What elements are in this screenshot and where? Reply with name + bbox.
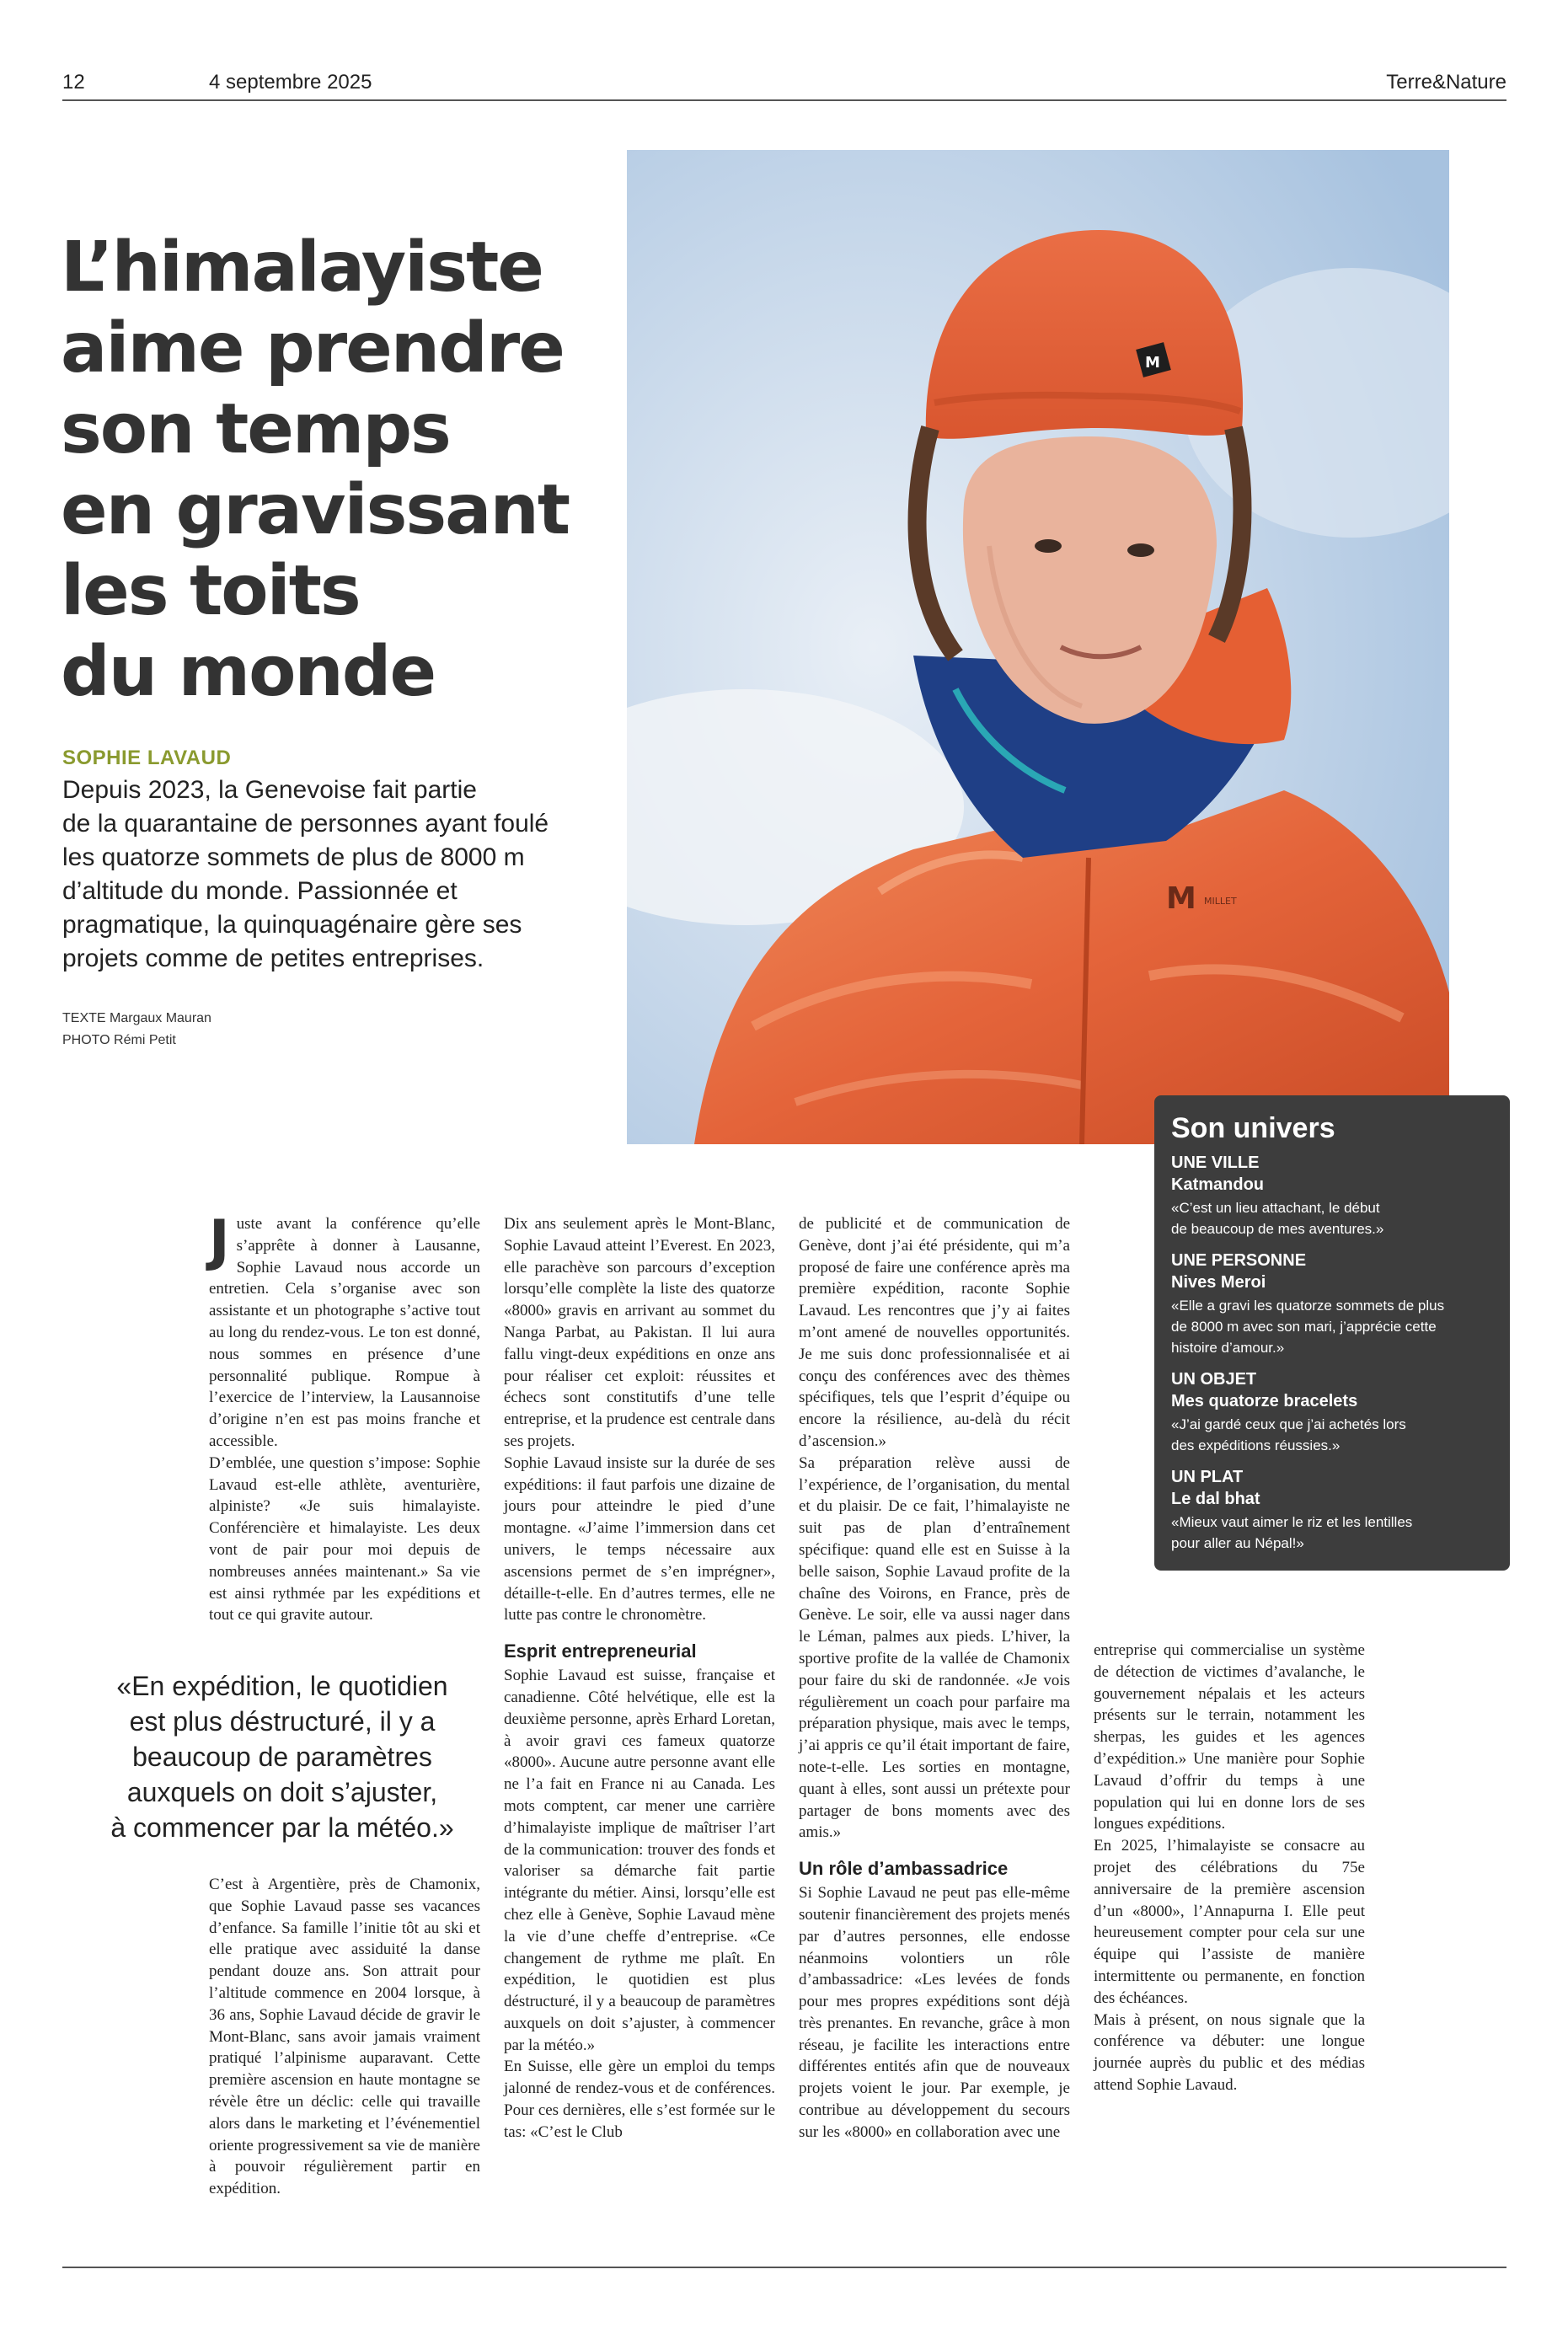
lead-line: d’altitude du monde. Passionnée et bbox=[62, 877, 458, 905]
sidebar-item-quote bbox=[1171, 1512, 1495, 1554]
page-header bbox=[62, 67, 1506, 101]
jacket-brand: MILLET bbox=[1204, 896, 1237, 907]
pull-quote-line: auxquels on doit s’ajuster, bbox=[126, 1777, 438, 1807]
lead-line: Depuis 2023, la Genevoise fait partie bbox=[62, 776, 477, 804]
sidebar-item-city bbox=[1171, 1152, 1495, 1239]
sidebar-item-name: Katmandou bbox=[1171, 1175, 1264, 1194]
portrait-illustration bbox=[627, 150, 1449, 1144]
section-heading: Un rôle d’ambassadrice bbox=[799, 1858, 1009, 1880]
body-paragraph: En Suisse, elle gère un emploi du temps jalonné de rendez-vous et de conférences. Pour ces dernières, elle s’est formée sur le tas: «C’est le Club bbox=[504, 2058, 775, 2141]
sidebar-item-quote bbox=[1171, 1295, 1495, 1358]
body-paragraph: Mais à présent, on nous signale que la conférence va débuter: une longue journée auprès du public et des médias attend Sophie Lavaud. bbox=[1094, 2010, 1365, 2094]
body-paragraph: Dix ans seulement après le Mont-Blanc, Sophie Lavaud atteint l’Everest. En 2023, elle parachève son parcours d’exception lorsqu’elle complète la liste des quatorze «8000» gravis en arrivant au sommet du Nanga Parbat, au Pakistan. Il lui aura fallu vingt-deux expéditions en onze ans pour réaliser cet exploit: réussites et échecs sont constitutifs d’une telle entreprise, et la prudence est centrale dans ses projets. bbox=[504, 1215, 775, 1450]
body-paragraph: uste avant la conférence qu’elle s’apprête à donner à Lausanne, Sophie Lavaud nous accorde un entretien. Cela s’organise avec son assistante et un photographe s’active tout au long du rendez-vous. Le ton est donné, nous sommes en présence d’une personnalité publique. Rompue à l’exercice de l’interview, la Lausannoise d’origine n’en est pas moins franche et accessible. bbox=[209, 1215, 480, 1450]
sidebar-item-name: Mes quatorze bracelets bbox=[1171, 1392, 1358, 1410]
sidebar-title: Son univers bbox=[1171, 1112, 1335, 1144]
header-rule bbox=[62, 99, 1506, 101]
title-line: aime prendre bbox=[61, 308, 564, 388]
sidebar-item-category: UNE VILLE bbox=[1171, 1153, 1260, 1172]
son-univers-box bbox=[1154, 1095, 1510, 1571]
body-paragraph: Sophie Lavaud insiste sur la durée de ses expéditions: il faut parfois une dizaine de jours pour atteindre le pied d’une montagne. «J’aime l’immersion dans cet univers, le temps nécessaire aux ascensions permet de s’en imprégner», détaille-t-elle. En d’autres termes, elle ne lutte pas contre le chronomètre. bbox=[504, 1453, 775, 1624]
title-line: du monde bbox=[61, 632, 436, 712]
jacket-logo: M bbox=[1166, 881, 1196, 916]
article-subject: SOPHIE LAVAUD bbox=[62, 747, 232, 769]
quote-line: «J’ai gardé ceux que j’ai achetés lors bbox=[1171, 1416, 1406, 1432]
pull-quote bbox=[67, 1668, 497, 1845]
dropcap: J bbox=[209, 1208, 230, 1273]
quote-line: histoire d’amour.» bbox=[1171, 1340, 1285, 1356]
pull-quote-line: «En expédition, le quotidien bbox=[116, 1671, 448, 1701]
title-line: les toits bbox=[61, 551, 360, 631]
sidebar-item-quote bbox=[1171, 1197, 1495, 1239]
quote-line: «C’est un lieu attachant, le début bbox=[1171, 1200, 1380, 1216]
sidebar-item-object bbox=[1171, 1368, 1495, 1456]
article-title bbox=[61, 227, 617, 713]
portrait-photo bbox=[627, 150, 1449, 1144]
sidebar-item-name: Nives Meroi bbox=[1171, 1273, 1266, 1292]
sidebar-item-category: UN OBJET bbox=[1171, 1370, 1257, 1389]
quote-line: «Mieux vaut aimer le riz et les lentilles bbox=[1171, 1514, 1413, 1530]
sidebar-item-name: Le dal bhat bbox=[1171, 1490, 1260, 1508]
sidebar-item-dish bbox=[1171, 1466, 1495, 1554]
section-heading: Esprit entrepreneurial bbox=[504, 1641, 697, 1662]
pull-quote-line: beaucoup de paramètres bbox=[132, 1742, 432, 1772]
body-column-1b bbox=[209, 1874, 480, 2200]
text-credit: TEXTE Margaux Mauran bbox=[62, 1011, 211, 1025]
issue-date: 4 septembre 2025 bbox=[209, 71, 372, 94]
sidebar-item-category: UN PLAT bbox=[1171, 1468, 1244, 1486]
quote-line: «Elle a gravi les quatorze sommets de plus bbox=[1171, 1298, 1445, 1314]
sidebar-item-category: UNE PERSONNE bbox=[1171, 1251, 1307, 1270]
sidebar-item-quote bbox=[1171, 1414, 1495, 1456]
quote-line: de 8000 m avec son mari, j’apprécie cette bbox=[1171, 1319, 1437, 1335]
body-paragraph: Sa préparation relève aussi de l’expérience, de l’organisation, du mental et du plaisir. De ce fait, l’himalayiste ne suit pas de plan d’entraînement spécifique: quand elle est en Suisse à la belle saison, Sophie Lavaud profite de la chaîne des Voirons, en France, près de Genève. Le soir, elle va aussi nager dans le Léman, palmes aux pieds. L’hiver, la sportive profite de la vallée de Chamonix pour faire du ski de randonnée. «Je vois régulièrement un coach pour parfaire ma préparation physique, mais avec le temps, j’ai appris ce qu’il était important de faire, note-t-elle. Les sorties en montagne, quant à elles, sont aussi un prétexte pour partager de bons moments avec des amis.» bbox=[799, 1453, 1070, 1842]
body-column-1 bbox=[209, 1208, 480, 1626]
title-line: L’himalayiste bbox=[61, 227, 543, 308]
quote-line: des expéditions réussies.» bbox=[1171, 1437, 1341, 1453]
lead-line: pragmatique, la quinquagénaire gère ses bbox=[62, 911, 522, 939]
hat-logo: M bbox=[1145, 354, 1160, 372]
lead-line: projets comme de petites entreprises. bbox=[62, 945, 484, 972]
pull-quote-line: à commencer par la météo.» bbox=[110, 1812, 454, 1843]
body-paragraph: En 2025, l’himalayiste se consacre au projet des célébrations du 75e anniversaire de la première ascension d’un «8000», l’Annapurna I. Elle peut heureusement compter pour cela sur une équipe qui l’assiste de manière intermittente ou permanente, en fonction des échéances. bbox=[1094, 1837, 1365, 2007]
body-paragraph: entreprise qui commercialise un système de détection de victimes d’avalanche, le gouvernement népalais et les acteurs présents sur le terrain, notamment les sherpas, les guides et les agences d’expédition.» Une manière pour Sophie Lavaud d’offrir du temps à une population qui lui en donne lors de ses longues expéditions. bbox=[1094, 1641, 1365, 1833]
article-lead bbox=[62, 773, 635, 976]
quote-line: pour aller au Népal!» bbox=[1171, 1535, 1304, 1551]
body-paragraph: Si Sophie Lavaud ne peut pas elle-même soutenir financièrement des projets menés par d’autres personnes, elle endosse néanmoins volontiers un rôle d’ambassadrice: «Les levées de fonds pour mes propres expéditions sont déjà très prenantes. En revanche, grâce à mon réseau, je facilite les interactions entre différentes entités afin que de nouveaux projets voient le jour. Par exemple, je contribue au développement du secours sur les «8000» en collaboration avec une bbox=[799, 1884, 1070, 2141]
quote-line: de beaucoup de mes aventures.» bbox=[1171, 1221, 1384, 1237]
body-column-2 bbox=[504, 1213, 775, 2144]
publication-name: Terre&Nature bbox=[1386, 71, 1506, 94]
sidebar-item-person bbox=[1171, 1250, 1495, 1358]
pull-quote-line: est plus déstructuré, il y a bbox=[129, 1706, 436, 1737]
body-paragraph: de publicité et de communication de Genève, dont j’ai été présidente, qui m’a proposé de faire une conférence après ma première expédition, raconte Sophie Lavaud. Les rencontres que j’y ai faites m’ont amené de nouvelles opportunités. Je me suis donc professionnalisée et ai conçu des conférences avec des thèmes spécifiques, tels que l’esprit d’équipe ou encore la résilience, au-delà du récit d’ascension.» bbox=[799, 1215, 1070, 1450]
page-number: 12 bbox=[62, 71, 85, 94]
body-paragraph: C’est à Argentière, près de Chamonix, que Sophie Lavaud passe ses vacances d’enfance. Sa famille l’initie tôt au ski et elle pratique avec assiduité la danse pendant douze ans. Son attrait pour l’altitude commence en 2004 lorsque, à 36 ans, Sophie Lavaud décide de gravir le Mont-Blanc, sans avoir jamais vraiment pratiqué l’alpinisme auparavant. Cette première ascension en haute montagne se révèle être un déclic: celle qui travaille alors dans le marketing et l’événementiel oriente progressivement sa vie de manière à pouvoir régulièrement partir en expédition. bbox=[209, 1876, 480, 2198]
body-paragraph: D’emblée, une question s’impose: Sophie Lavaud est-elle athlète, aventurière, alpiniste? «Je suis himalayiste. Conférencière et himalayiste. Les deux vont de pair pour moi depuis de nombreuses années maintenant.» Sa vie est ainsi rythmée par les expéditions et tout ce qui gravite autour. bbox=[209, 1453, 480, 1624]
photo-credit: PHOTO Rémi Petit bbox=[62, 1033, 176, 1047]
lead-line: de la quarantaine de personnes ayant foulé bbox=[62, 810, 549, 838]
lead-line: les quatorze sommets de plus de 8000 m bbox=[62, 843, 525, 871]
title-line: en gravissant bbox=[61, 470, 570, 550]
title-line: son temps bbox=[61, 389, 450, 469]
body-paragraph: Sophie Lavaud est suisse, française et canadienne. Côté helvétique, elle est la deuxième personne, après Erhard Loretan, à avoir gravi ces fameux quatorze «8000». Aucune autre personne avant elle ne l’a fait en France ni au Canada. Les mots comptent, car mener une carrière d’himalayiste implique de maîtriser l’art de la communication: trouver des fonds et valoriser sa démarche fait partie intégrante du métier. Ainsi, lorsqu’elle est chez elle à Genève, Sophie Lavaud mène la vie d’une cheffe d’entreprise. «Ce changement de rythme me plaît. En expédition, le quotidien est plus déstructuré, il y a beaucoup de paramètres auxquels on doit s’ajuster, à commencer par la météo.» bbox=[504, 1667, 775, 2054]
footer-rule bbox=[62, 2267, 1506, 2268]
article-credits bbox=[62, 1008, 211, 1052]
body-column-4 bbox=[1094, 1640, 1365, 2096]
body-column-3 bbox=[799, 1213, 1070, 2144]
